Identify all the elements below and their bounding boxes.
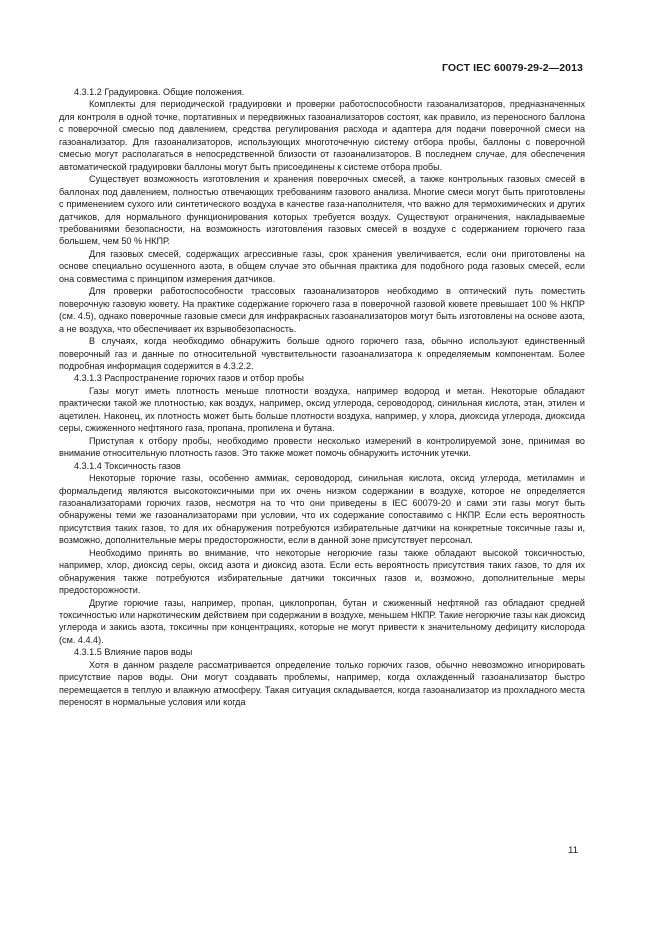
paragraph: Для проверки работоспособности трассовых газоанализаторов необходимо в оптический путь поместить поверочную газовую кювету. На практике содержание горючего газа в поверочной газовой кювете превышает 100 % НКПР (см. 4.5), однако поверочные газовые смеси для инфракрасных газоанализаторов могут быть изготовлены на основе азота, а не воздуха, что обеспечивает их взрывобезопасность.: [59, 286, 585, 334]
document-body: [59, 86, 585, 709]
paragraph: Хотя в данном разделе рассматривается определение только горючих газов, обычно невозможно игнорировать присутствие паров воды. Они могут создавать проблемы, например, когда охлажденный газоанализатор быстро перемещается в теплую и влажную атмосферу. Такая ситуация складывается, когда газоанализатор из прохладного места переносят в нормальные условия или когда: [59, 659, 585, 708]
paragraph: Приступая к отбору пробы, необходимо провести несколько измерений в контролируемой зоне, принимая во внимание относительную плотность газов. Это также может помочь обнаружить источник утечки.: [59, 435, 585, 459]
paragraph: Существует возможность изготовления и хранения поверочных смесей, а также контрольных газовых смесей в баллонах под давлением, полностью отвечающих требованиям газового анализа. Многие смеси могут быть приготовлены с применением сухого или синтетического воздуха в качестве газа-наполнителя, что важно для термохимических и других датчиков, для нормального функционирования которых требуется воздух. Существуют ограничения, накладываемые требованиями безопасности, на возможность изготовления газовых смесей в воздухе с содержанием горючего газа большем, чем 50 % НКПР.: [59, 174, 585, 247]
paragraph: Другие горючие газы, например, пропан, циклопропан, бутан и сжиженный нефтяной газ обладают средней токсичностью или наркотическим действием при содержании в воздухе, меньшем НКПР. Такие негорючие газы как диоксид углерода и закись азота, токсичны при концентрациях, которые не могут привести к значительному дефициту кислорода (см. 4.4.4).: [59, 597, 585, 645]
paragraph: Комплекты для периодической градуировки и проверки работоспособности газоанализаторов, предназначенных для контроля в одной точке, портативных и передвижных газоанализаторов состоят, как правило, из переносного баллона с поверочной смесью под давлением, средства регулирования расхода и адаптера для подачи поверочной смеси на газоанализатор. Для газоанализаторов, использующих многоточечную систему отбора пробы, баллоны с поверочной смесью могут располагаться в непосредственной близости от газоанализаторов. В последнем случае, для обеспечения автоматической градуировки баллоны могут быть присоединены к системе отбора пробы.: [59, 99, 585, 172]
page-number: 11: [568, 845, 578, 856]
paragraph: В случаях, когда необходимо обнаружить больше одного горючего газа, обычно используют единственный поверочный газ и данные по относительной чувствительности газоанализатора к определяемым компонентам. Более подробная информация содержится в 4.3.2.2.: [59, 336, 585, 371]
paragraph: Газы могут иметь плотность меньше плотности воздуха, например водород и метан. Некоторые обладают практически такой же плотностью, как воздух, например, оксид углерода, сероводород, синильная кислота, этан, этилен и ацетилен. Наконец, их плотность может быть больше плотности воздуха, например, у хлора, диоксида углерода, диоксида серы, сжиженного нефтяного газа, пропана, пропилена и бутана.: [59, 385, 585, 434]
paragraph: Для газовых смесей, содержащих агрессивные газы, срок хранения увеличивается, если они приготовлены на основе специально осушенного азота, в общем случае это обычная практика для подобного рода газовых смесей, если она совместима с принципом измерения датчиков.: [59, 248, 585, 284]
subsection-heading: 4.3.1.4 Токсичность газов: [74, 460, 181, 471]
document-header: ГОСТ IEC 60079-29-2—2013: [441, 62, 583, 74]
paragraph: Некоторые горючие газы, особенно аммиак, сероводород, синильная кислота, оксид углерода, метиламин и формальдегид являются высокотоксичными при их очень низком содержании в воздухе, которое не определяется газоанализаторами горючих газов, несмотря на то что они приведены в IEC 60079-20 и сами эти газы могут быть обнаружены теми же газоанализаторами при условии, что их содержание сопоставимо с НКПР. Если есть вероятность присутствия таких газов, то для их обнаружения потребуются избирательные датчики на конкретные токсичные газы и, возможно, дополнительные меры предосторожности, если в данной зоне присутствует персонал.: [59, 473, 585, 546]
subsection-heading: 4.3.1.2 Градуировка. Общие положения.: [74, 87, 245, 97]
subsection-heading: 4.3.1.3 Распространение горючих газов и отбор пробы: [74, 373, 304, 384]
paragraph: Необходимо принять во внимание, что некоторые негорючие газы также обладают высокой токсичностью, например, хлор, диоксид серы, оксид азота и диоксид азота. Если есть вероятность присутствия таких газов, то для их обнаружения также потребуются избирательные датчики токсичных газов и, возможно, дополнительные меры предосторожности.: [59, 547, 585, 596]
subsection-heading: 4.3.1.5 Влияние паров воды: [74, 647, 193, 658]
